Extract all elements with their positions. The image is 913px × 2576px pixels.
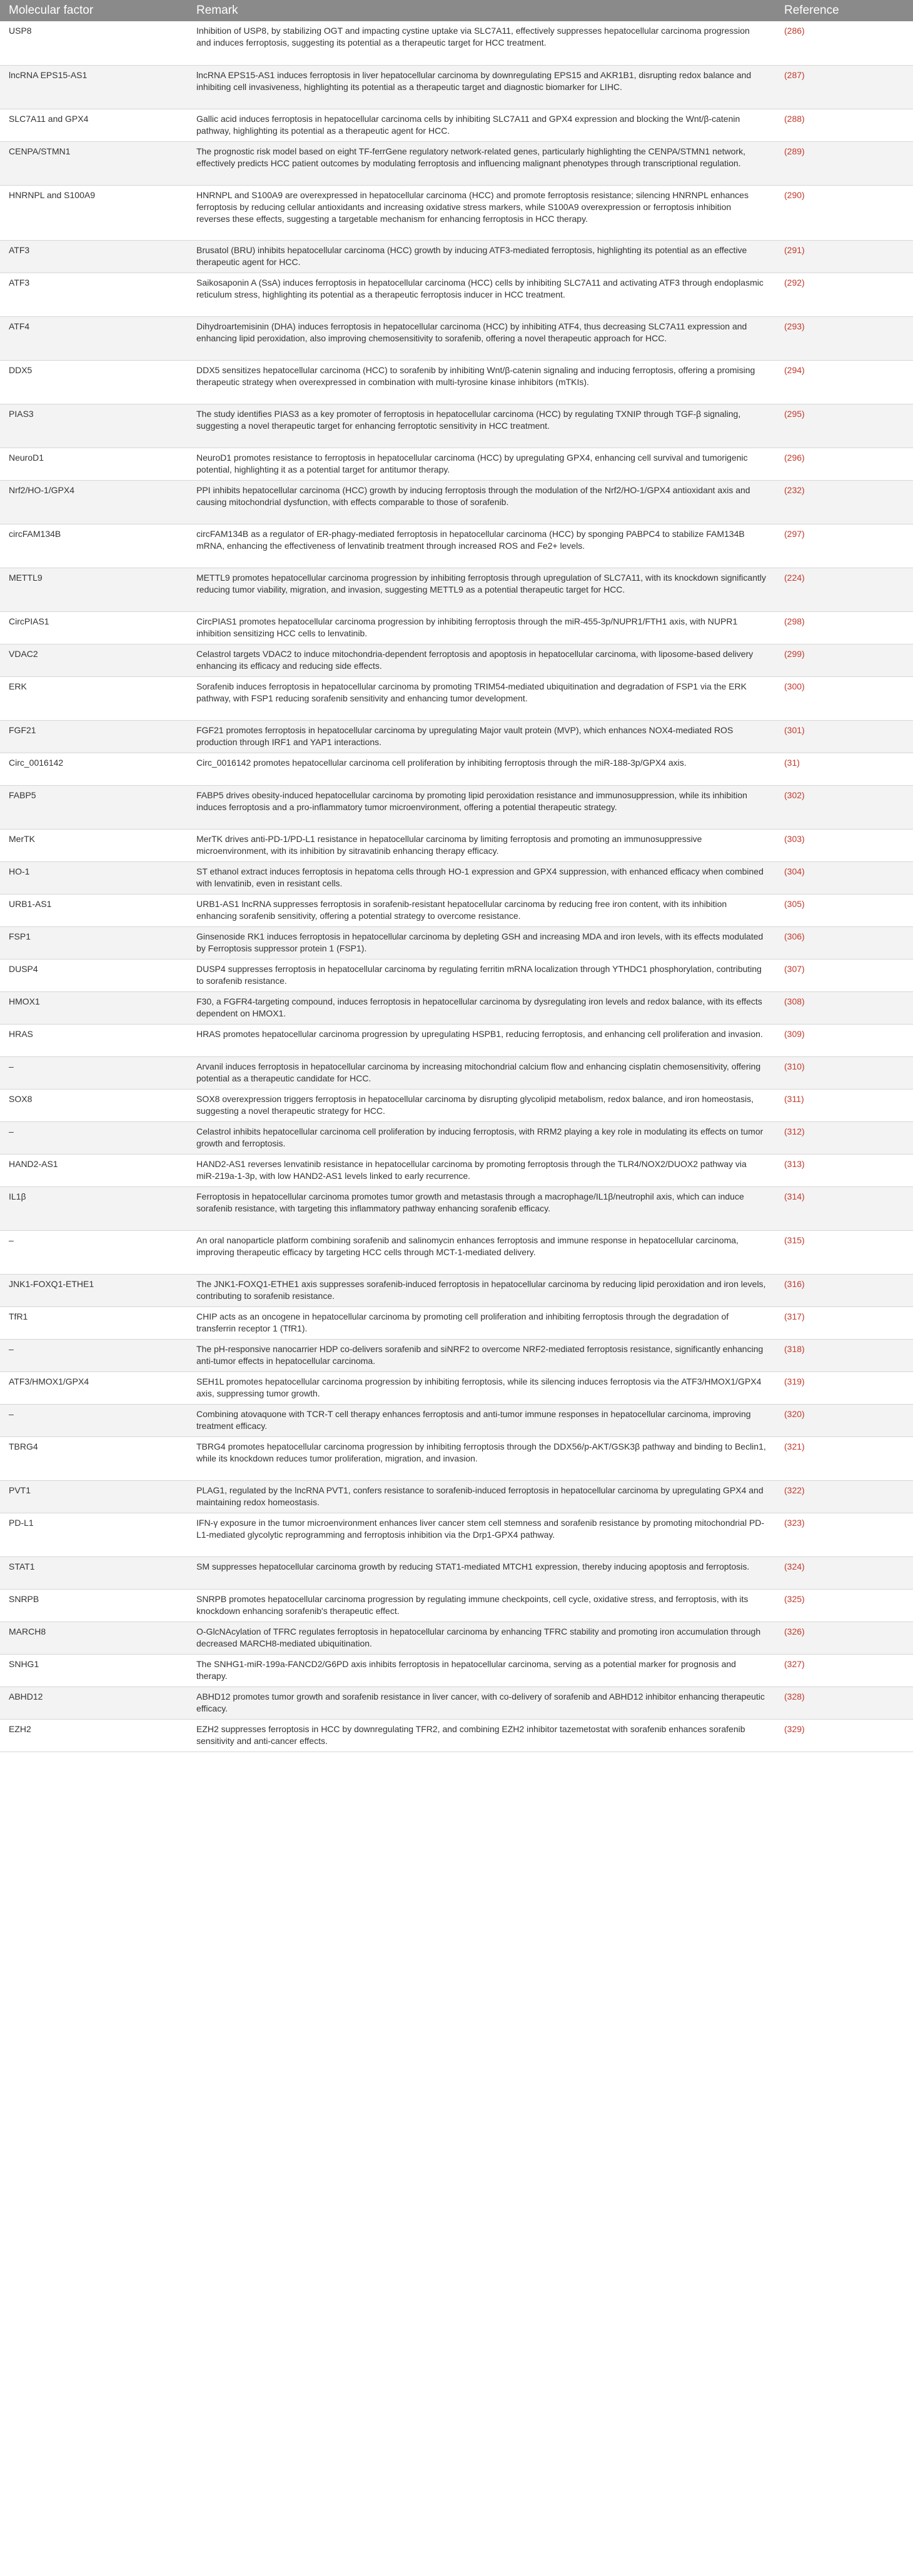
molecular-factor-cell: FABP5	[0, 785, 188, 829]
table-row	[0, 1154, 913, 1186]
reference-cell: (294)	[775, 360, 913, 404]
table-row	[0, 109, 913, 141]
reference-cell: (326)	[775, 1621, 913, 1654]
remark-cell: Inhibition of USP8, by stabilizing OGT and impacting cystine uptake via SLC7A11, effectively suppresses hepatocellular carcinoma progression and induces ferroptosis, suggesting its potential as a therapeutic target for HCC treatment.	[188, 21, 775, 65]
molecular-factor-cell: SNRPB	[0, 1589, 188, 1621]
remark-cell: DUSP4 suppresses ferroptosis in hepatocellular carcinoma by regulating ferritin mRNA localization through YTHDC1 phosphorylation, contributing to sorafenib resistance.	[188, 959, 775, 991]
reference-cell: (310)	[775, 1056, 913, 1089]
reference-cell: (31)	[775, 753, 913, 785]
reference-cell: (327)	[775, 1654, 913, 1686]
table-row	[0, 611, 913, 644]
remark-cell: CircPIAS1 promotes hepatocellular carcinoma progression by inhibiting ferroptosis through the miR-455-3p/NUPR1/FTH1 axis, with NUPR1 inhibition sensitizing HCC cells to lenvatinib.	[188, 611, 775, 644]
reference-cell: (320)	[775, 1404, 913, 1436]
table-row	[0, 959, 913, 991]
reference-cell: (305)	[775, 894, 913, 926]
molecular-factor-cell: Circ_0016142	[0, 753, 188, 785]
molecular-factor-cell: Nrf2/HO-1/GPX4	[0, 480, 188, 524]
molecular-factor-cell: TBRG4	[0, 1436, 188, 1480]
table-row	[0, 1589, 913, 1621]
table-row	[0, 1513, 913, 1556]
remark-cell: DDX5 sensitizes hepatocellular carcinoma (HCC) to sorafenib by inhibiting Wnt/β-catenin signaling and inducing ferroptosis, offering a promising therapeutic strategy when overexpressed in combination with multi-tyrosine kinase inhibitors (mTKIs).	[188, 360, 775, 404]
reference-cell: (323)	[775, 1513, 913, 1556]
table-row	[0, 141, 913, 185]
table-row	[0, 240, 913, 273]
header-remark: Remark	[188, 0, 775, 21]
reference-cell: (319)	[775, 1371, 913, 1404]
remark-cell: SM suppresses hepatocellular carcinoma growth by reducing STAT1-mediated MTCH1 expression, thereby inducing apoptosis and ferroptosis.	[188, 1556, 775, 1589]
reference-cell: (328)	[775, 1686, 913, 1719]
table-row	[0, 676, 913, 720]
molecular-factor-cell: ERK	[0, 676, 188, 720]
remark-cell: HNRNPL and S100A9 are overexpressed in hepatocellular carcinoma (HCC) and promote ferroptosis resistance; silencing HNRNPL enhances ferroptosis by reducing cellular antioxidants and increasing oxidative stress markers, while S100A9 overexpression or ferroptosis inhibition reverses these effects, suggesting a targetable mechanism for enhancing ferroptosis in HCC therapy.	[188, 185, 775, 240]
remark-cell: Celastrol targets VDAC2 to induce mitochondria-dependent ferroptosis and apoptosis in hepatocellular carcinoma, with liposome-based delivery enhancing its efficacy and reducing side effects.	[188, 644, 775, 676]
table-row	[0, 1621, 913, 1654]
remark-cell: The SNHG1-miR-199a-FANCD2/G6PD axis inhibits ferroptosis in hepatocellular carcinoma, serving as a potential marker for prognosis and therapy.	[188, 1654, 775, 1686]
molecular-factor-cell: SLC7A11 and GPX4	[0, 109, 188, 141]
molecular-factor-cell: JNK1-FOXQ1-ETHE1	[0, 1274, 188, 1306]
molecular-factor-cell: HMOX1	[0, 991, 188, 1024]
reference-cell: (232)	[775, 480, 913, 524]
remark-cell: CHIP acts as an oncogene in hepatocellular carcinoma by promoting cell proliferation and inhibiting ferroptosis through the degradation of transferrin receptor 1 (TfR1).	[188, 1306, 775, 1339]
table-row	[0, 568, 913, 611]
molecular-factor-cell: ATF4	[0, 316, 188, 360]
table-row	[0, 1274, 913, 1306]
molecular-factor-cell: –	[0, 1404, 188, 1436]
reference-cell: (312)	[775, 1121, 913, 1154]
table-row	[0, 1556, 913, 1589]
reference-cell: (316)	[775, 1274, 913, 1306]
table-row	[0, 1404, 913, 1436]
molecular-factor-cell: HO-1	[0, 861, 188, 894]
molecular-factor-cell: SOX8	[0, 1089, 188, 1121]
molecular-factor-cell: HRAS	[0, 1024, 188, 1056]
molecular-factor-cell: HNRNPL and S100A9	[0, 185, 188, 240]
table-body	[0, 21, 913, 1752]
remark-cell: Sorafenib induces ferroptosis in hepatocellular carcinoma by promoting TRIM54-mediated ubiquitination and degradation of FSP1 via the ERK pathway, with FSP1 reducing sorafenib sensitivity and enhancing tumor development.	[188, 676, 775, 720]
molecular-factor-cell: ATF3	[0, 273, 188, 316]
table-row	[0, 65, 913, 109]
reference-cell: (304)	[775, 861, 913, 894]
table-row	[0, 1339, 913, 1371]
table-row	[0, 273, 913, 316]
table-row	[0, 1024, 913, 1056]
table-row	[0, 1686, 913, 1719]
reference-cell: (287)	[775, 65, 913, 109]
reference-cell: (293)	[775, 316, 913, 360]
remark-cell: Arvanil induces ferroptosis in hepatocellular carcinoma by increasing mitochondrial calcium flow and enhancing cisplatin chemosensitivity, offering potential as a therapeutic candidate for HCC.	[188, 1056, 775, 1089]
table-row	[0, 360, 913, 404]
molecular-factor-cell: SNHG1	[0, 1654, 188, 1686]
reference-cell: (315)	[775, 1230, 913, 1274]
remark-cell: PPI inhibits hepatocellular carcinoma (HCC) growth by inducing ferroptosis through the modulation of the Nrf2/HO-1/GPX4 antioxidant axis and causing mitochondrial dysfunction, with effects comparable to those of sorafenib.	[188, 480, 775, 524]
remark-cell: NeuroD1 promotes resistance to ferroptosis in hepatocellular carcinoma (HCC) by upregulating GPX4, enhancing cell survival and tumorigenic potential, highlighting it as a potential target for antitumor therapy.	[188, 448, 775, 480]
remark-cell: EZH2 suppresses ferroptosis in HCC by downregulating TFR2, and combining EZH2 inhibitor tazemetostat with sorafenib enhances sorafenib sensitivity and anti-cancer effects.	[188, 1719, 775, 1752]
remark-cell: O-GlcNAcylation of TFRC regulates ferroptosis in hepatocellular carcinoma by enhancing TFRC stability and promoting iron accumulation through decreased MARCH8-mediated ubiquitination.	[188, 1621, 775, 1654]
remark-cell: Ferroptosis in hepatocellular carcinoma promotes tumor growth and metastasis through a macrophage/IL1β/neutrophil axis, which can induce sorafenib resistance, with targeting this inflammatory pathway enhancing sorafenib efficacy.	[188, 1186, 775, 1230]
reference-cell: (329)	[775, 1719, 913, 1752]
molecular-factor-cell: USP8	[0, 21, 188, 65]
table-row	[0, 753, 913, 785]
molecular-factor-cell: ABHD12	[0, 1686, 188, 1719]
table-row	[0, 991, 913, 1024]
molecular-factor-cell: PIAS3	[0, 404, 188, 448]
reference-cell: (307)	[775, 959, 913, 991]
remark-cell: Saikosaponin A (SsA) induces ferroptosis in hepatocellular carcinoma (HCC) cells by inhibiting SLC7A11 and activating ATF3 through endoplasmic reticulum stress, highlighting its potential as a therapeutic ferroptosis inducer in HCC treatment.	[188, 273, 775, 316]
reference-cell: (292)	[775, 273, 913, 316]
table-row	[0, 1121, 913, 1154]
reference-cell: (322)	[775, 1480, 913, 1513]
reference-cell: (321)	[775, 1436, 913, 1480]
table-row	[0, 185, 913, 240]
molecular-factor-cell: MARCH8	[0, 1621, 188, 1654]
molecular-factor-cell: –	[0, 1339, 188, 1371]
remark-cell: The pH-responsive nanocarrier HDP co-delivers sorafenib and siNRF2 to overcome NRF2-mediated ferroptosis resistance, significantly enhancing anti-tumor effects in hepatocellular carcinoma.	[188, 1339, 775, 1371]
reference-cell: (300)	[775, 676, 913, 720]
molecular-factor-cell: DDX5	[0, 360, 188, 404]
reference-cell: (306)	[775, 926, 913, 959]
remark-cell: The JNK1-FOXQ1-ETHE1 axis suppresses sorafenib-induced ferroptosis in hepatocellular carcinoma by reducing lipid peroxidation and iron levels, contributing to sorafenib resistance.	[188, 1274, 775, 1306]
molecular-factor-cell: IL1β	[0, 1186, 188, 1230]
remark-cell: Ginsenoside RK1 induces ferroptosis in hepatocellular carcinoma by depleting GSH and increasing MDA and iron levels, with its effects modulated by Ferroptosis suppressor protein 1 (FSP1).	[188, 926, 775, 959]
remark-cell: The prognostic risk model based on eight TF-ferrGene regulatory network-related genes, particularly highlighting the CENPA/STMN1 network, effectively predicts HCC patient outcomes by modulating ferroptosis and influencing malignant phenotypes through transcriptional regulation.	[188, 141, 775, 185]
table-row	[0, 926, 913, 959]
molecular-factor-cell: NeuroD1	[0, 448, 188, 480]
remark-cell: Dihydroartemisinin (DHA) induces ferroptosis in hepatocellular carcinoma (HCC) by inhibiting ATF4, thus decreasing SLC7A11 expression and enhancing lipid peroxidation, also improving chemosensitivity to sorafenib, offering a novel therapeutic approach for HCC.	[188, 316, 775, 360]
reference-cell: (317)	[775, 1306, 913, 1339]
table-row	[0, 404, 913, 448]
molecular-factor-cell: PVT1	[0, 1480, 188, 1513]
molecular-factor-cell: CircPIAS1	[0, 611, 188, 644]
remark-cell: MerTK drives anti-PD-1/PD-L1 resistance in hepatocellular carcinoma by limiting ferroptosis and promoting an immunosuppressive microenvironment, with its inhibition by sitravatinib enhancing therapy efficacy.	[188, 829, 775, 861]
remark-cell: IFN-γ exposure in the tumor microenvironment enhances liver cancer stem cell stemness and sorafenib resistance by promoting mitochondrial PD-L1-mediated glycolytic reprogramming and ferroptosis inhibition via the Drp1-GPX4 pathway.	[188, 1513, 775, 1556]
remark-cell: FGF21 promotes ferroptosis in hepatocellular carcinoma by upregulating Major vault protein (MVP), which enhances NOX4-mediated ROS production through IRF1 and YAP1 interactions.	[188, 720, 775, 753]
table-row	[0, 1230, 913, 1274]
molecular-factor-cell: ATF3	[0, 240, 188, 273]
table-row	[0, 524, 913, 568]
molecular-factor-cell: ATF3/HMOX1/GPX4	[0, 1371, 188, 1404]
table-row	[0, 1436, 913, 1480]
reference-cell: (309)	[775, 1024, 913, 1056]
molecular-factor-cell: –	[0, 1230, 188, 1274]
molecular-factor-cell: EZH2	[0, 1719, 188, 1752]
reference-cell: (296)	[775, 448, 913, 480]
reference-cell: (291)	[775, 240, 913, 273]
remark-cell: An oral nanoparticle platform combining sorafenib and salinomycin enhances ferroptosis and immune response in hepatocellular carcinoma, improving therapeutic efficacy by targeting HCC cells through MCT-1-mediated delivery.	[188, 1230, 775, 1274]
reference-cell: (308)	[775, 991, 913, 1024]
table-header	[0, 0, 913, 21]
header-row	[0, 0, 913, 21]
molecular-factor-cell: HAND2-AS1	[0, 1154, 188, 1186]
molecular-factor-cell: URB1-AS1	[0, 894, 188, 926]
table-row	[0, 1306, 913, 1339]
molecular-factor-cell: lncRNA EPS15-AS1	[0, 65, 188, 109]
header-molecular-factor: Molecular factor	[0, 0, 188, 21]
molecular-factor-cell: VDAC2	[0, 644, 188, 676]
reference-cell: (302)	[775, 785, 913, 829]
reference-cell: (318)	[775, 1339, 913, 1371]
molecular-factor-cell: METTL9	[0, 568, 188, 611]
remark-cell: lncRNA EPS15-AS1 induces ferroptosis in liver hepatocellular carcinoma by downregulating EPS15 and AKR1B1, disrupting redox balance and inhibiting cell invasiveness, highlighting its potential as a therapeutic target and diagnostic biomarker for LIHC.	[188, 65, 775, 109]
reference-cell: (297)	[775, 524, 913, 568]
reference-cell: (286)	[775, 21, 913, 65]
remark-cell: SEH1L promotes hepatocellular carcinoma progression by inhibiting ferroptosis, while its silencing induces ferroptosis via the ATF3/HMOX1/GPX4 axis, suppressing tumor growth.	[188, 1371, 775, 1404]
remark-cell: HAND2-AS1 reverses lenvatinib resistance in hepatocellular carcinoma by promoting ferroptosis through the TLR4/NOX2/DUOX2 pathway via miR-219a-1-3p, with low HAND2-AS1 levels linked to early recurrence.	[188, 1154, 775, 1186]
reference-cell: (325)	[775, 1589, 913, 1621]
remark-cell: Brusatol (BRU) inhibits hepatocellular carcinoma (HCC) growth by inducing ATF3-mediated ferroptosis, highlighting its potential as an effective therapeutic agent for HCC.	[188, 240, 775, 273]
reference-cell: (290)	[775, 185, 913, 240]
remark-cell: HRAS promotes hepatocellular carcinoma progression by upregulating HSPB1, reducing ferroptosis, and enhancing cell proliferation and invasion.	[188, 1024, 775, 1056]
molecular-factor-cell: DUSP4	[0, 959, 188, 991]
molecular-factor-cell: circFAM134B	[0, 524, 188, 568]
table-row	[0, 480, 913, 524]
table-row	[0, 894, 913, 926]
remark-cell: F30, a FGFR4-targeting compound, induces ferroptosis in hepatocellular carcinoma by dysregulating iron levels and redox balance, with its effects dependent on HMOX1.	[188, 991, 775, 1024]
remark-cell: FABP5 drives obesity-induced hepatocellular carcinoma by promoting lipid peroxidation resistance and immunosuppression, while its inhibition induces ferroptosis and a pro-inflammatory tumor microenvironment, offering a potential therapeutic strategy.	[188, 785, 775, 829]
reference-cell: (311)	[775, 1089, 913, 1121]
remark-cell: Circ_0016142 promotes hepatocellular carcinoma cell proliferation by inhibiting ferroptosis through the miR-188-3p/GPX4 axis.	[188, 753, 775, 785]
remark-cell: URB1-AS1 lncRNA suppresses ferroptosis in sorafenib-resistant hepatocellular carcinoma by reducing free iron content, with its inhibition enhancing sorafenib sensitivity, offering a potential strategy to overcome resistance.	[188, 894, 775, 926]
remark-cell: ABHD12 promotes tumor growth and sorafenib resistance in liver cancer, with co-delivery of sorafenib and ABHD12 inhibitor enhancing therapeutic efficacy.	[188, 1686, 775, 1719]
table-row	[0, 1056, 913, 1089]
remark-cell: Celastrol inhibits hepatocellular carcinoma cell proliferation by inducing ferroptosis, with RRM2 playing a key role in modulating its effects on tumor growth and ferroptosis.	[188, 1121, 775, 1154]
molecular-factor-cell: MerTK	[0, 829, 188, 861]
reference-cell: (224)	[775, 568, 913, 611]
remark-cell: SOX8 overexpression triggers ferroptosis in hepatocellular carcinoma by disrupting glycolipid metabolism, redox balance, and iron homeostasis, suggesting a novel therapeutic strategy for HCC.	[188, 1089, 775, 1121]
reference-cell: (314)	[775, 1186, 913, 1230]
table-row	[0, 1719, 913, 1752]
molecular-factor-cell: STAT1	[0, 1556, 188, 1589]
molecular-factor-cell: –	[0, 1056, 188, 1089]
table-row	[0, 1654, 913, 1686]
molecular-factor-cell: –	[0, 1121, 188, 1154]
reference-cell: (288)	[775, 109, 913, 141]
molecular-factor-cell: CENPA/STMN1	[0, 141, 188, 185]
table-row	[0, 1186, 913, 1230]
table-row	[0, 316, 913, 360]
reference-cell: (295)	[775, 404, 913, 448]
reference-cell: (298)	[775, 611, 913, 644]
reference-cell: (299)	[775, 644, 913, 676]
reference-cell: (303)	[775, 829, 913, 861]
molecular-factor-cell: PD-L1	[0, 1513, 188, 1556]
reference-cell: (313)	[775, 1154, 913, 1186]
remark-cell: SNRPB promotes hepatocellular carcinoma progression by regulating immune checkpoints, cell cycle, oxidative stress, and ferroptosis, with its knockdown enhancing sorafenib's therapeutic effect.	[188, 1589, 775, 1621]
table-row	[0, 829, 913, 861]
table-row	[0, 448, 913, 480]
header-reference: Reference	[775, 0, 913, 21]
reference-cell: (301)	[775, 720, 913, 753]
table-row	[0, 785, 913, 829]
table-row	[0, 21, 913, 65]
remark-cell: Combining atovaquone with TCR-T cell therapy enhances ferroptosis and anti-tumor immune responses in hepatocellular carcinoma, improving treatment efficacy.	[188, 1404, 775, 1436]
table-row	[0, 1089, 913, 1121]
table-row	[0, 1371, 913, 1404]
reference-cell: (289)	[775, 141, 913, 185]
table-row	[0, 861, 913, 894]
remark-cell: The study identifies PIAS3 as a key promoter of ferroptosis in hepatocellular carcinoma (HCC) by regulating TXNIP through TGF-β signaling, suggesting a novel therapeutic target for enhancing ferroptotic sensitivity in HCC treatment.	[188, 404, 775, 448]
molecular-factor-cell: FGF21	[0, 720, 188, 753]
molecular-factor-cell: TfR1	[0, 1306, 188, 1339]
remark-cell: PLAG1, regulated by the lncRNA PVT1, confers resistance to sorafenib-induced ferroptosis in hepatocellular carcinoma by upregulating GPX4 and maintaining redox homeostasis.	[188, 1480, 775, 1513]
reference-cell: (324)	[775, 1556, 913, 1589]
remark-cell: circFAM134B as a regulator of ER-phagy-mediated ferroptosis in hepatocellular carcinoma (HCC) by sponging PABPC4 to stabilize FAM134B mRNA, enhancing the effectiveness of lenvatinib treatment through increased ROS and Fe2+ levels.	[188, 524, 775, 568]
remark-cell: Gallic acid induces ferroptosis in hepatocellular carcinoma cells by inhibiting SLC7A11 and GPX4 expression and blocking the Wnt/β-catenin pathway, highlighting its potential as a therapeutic agent for HCC.	[188, 109, 775, 141]
table-row	[0, 1480, 913, 1513]
table-row	[0, 644, 913, 676]
remark-cell: TBRG4 promotes hepatocellular carcinoma progression by inhibiting ferroptosis through the DDX56/p-AKT/GSK3β pathway and binding to Beclin1, while its knockdown reduces tumor proliferation, migration, and invasion.	[188, 1436, 775, 1480]
table-row	[0, 720, 913, 753]
remark-cell: METTL9 promotes hepatocellular carcinoma progression by inhibiting ferroptosis through upregulation of SLC7A11, with its knockdown significantly reducing tumor viability, migration, and invasion, suggesting METTL9 as a potential therapeutic target for HCC.	[188, 568, 775, 611]
molecular-factor-cell: FSP1	[0, 926, 188, 959]
remark-cell: ST ethanol extract induces ferroptosis in hepatoma cells through HO-1 expression and GPX4 suppression, with enhanced efficacy when combined with lenvatinib, even in resistant cells.	[188, 861, 775, 894]
